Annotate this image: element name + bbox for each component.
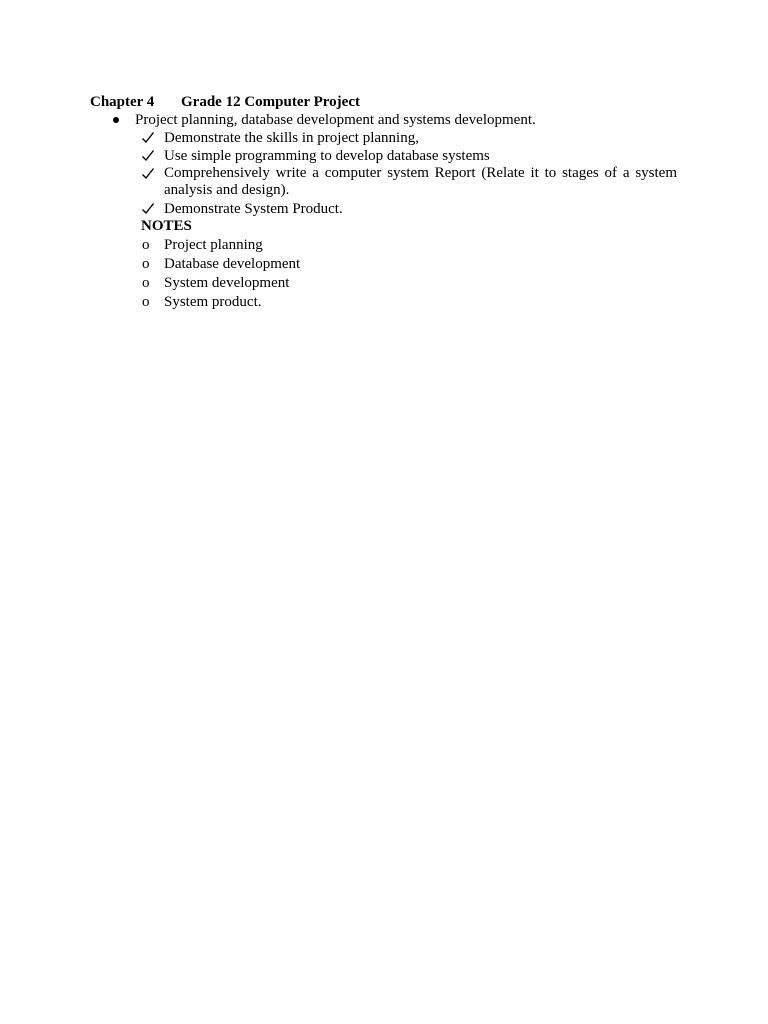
objective-item: Comprehensively write a computer system Report (Relate it to stages of a system analysis and design). (164, 165, 677, 198)
chapter-number: Chapter 4 (90, 94, 155, 110)
circle-bullet-icon: o (142, 256, 150, 272)
circle-bullet-icon: o (142, 275, 150, 291)
notes-heading: NOTES (141, 218, 192, 234)
notes-item: Database development (164, 256, 301, 272)
objective-item: Use simple programming to develop database systems (164, 148, 490, 164)
checkmark-icon (141, 200, 155, 218)
objective-item: Demonstrate System Product. (164, 201, 343, 217)
notes-item: Project planning (164, 237, 263, 253)
circle-bullet-icon: o (142, 237, 150, 253)
circle-bullet-icon: o (142, 294, 150, 310)
checkmark-icon (141, 129, 155, 147)
bullet-text: Project planning, database development and systems development. (135, 112, 536, 128)
chapter-title: Grade 12 Computer Project (181, 94, 360, 110)
notes-item: System development (164, 275, 290, 291)
checkmark-icon (141, 165, 155, 183)
bullet-icon (113, 117, 119, 123)
objective-item: Demonstrate the skills in project planning, (164, 130, 419, 146)
notes-item: System product. (164, 294, 262, 310)
chapter-heading (90, 93, 360, 111)
checkmark-icon (141, 147, 155, 165)
